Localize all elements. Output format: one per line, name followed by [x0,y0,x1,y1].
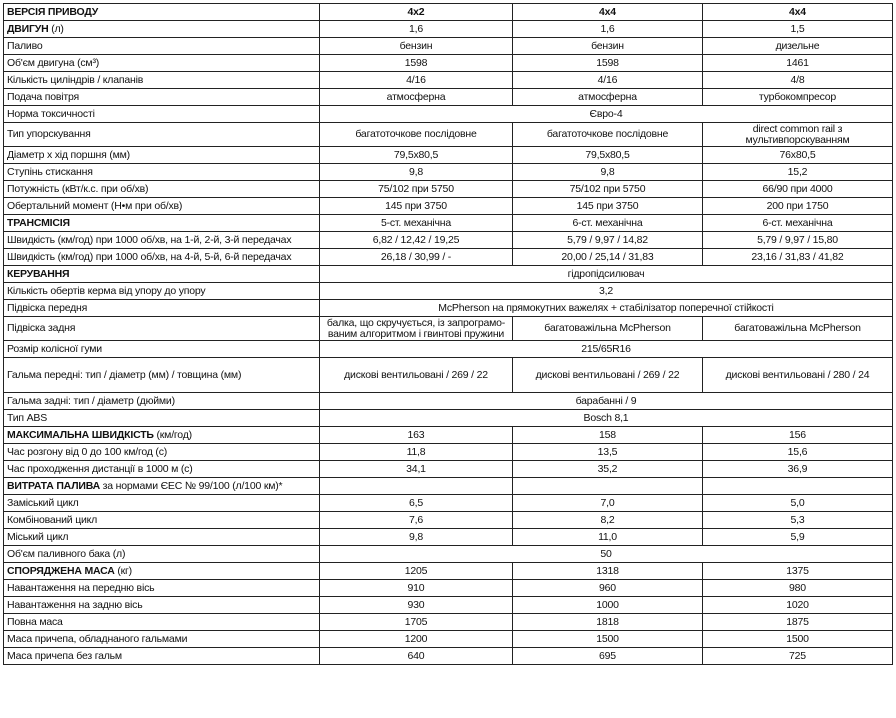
row-label [4,38,320,55]
row-label-text: Об'єм паливного бака (л) [7,547,126,560]
row-value-col-1: 910 [320,580,513,597]
table-row [4,249,893,266]
table-row [4,266,893,283]
row-value-col-1: 1,6 [320,21,513,38]
row-value-col-3: 6-ст. механічна [703,215,893,232]
row-value-col-2: багатоважільна McPherson [513,317,703,341]
row-value-col-3: 1875 [703,614,893,631]
row-value-col-3: 15,2 [703,164,893,181]
row-label-text: Час проходження дистанції в 1000 м (с) [7,462,193,475]
row-value-col-1: 6,5 [320,495,513,512]
table-row [4,597,893,614]
table-row [4,198,893,215]
row-value-col-3: 4/8 [703,72,893,89]
row-value-col-2: 8,2 [513,512,703,529]
row-label [4,614,320,631]
table-row [4,631,893,648]
table-row [4,89,893,106]
table-row [4,55,893,72]
row-label [4,393,320,410]
row-value-col-2: 79,5x80,5 [513,147,703,164]
row-label-text: Ступінь стискання [7,165,93,178]
table-row [4,72,893,89]
row-value-col-2: 1598 [513,55,703,72]
table-row [4,317,893,341]
row-label-text: Тип ABS [7,411,48,424]
row-label [4,123,320,147]
row-value-col-1: багатоточкове послідовне [320,123,513,147]
row-label [4,21,320,38]
row-label [4,147,320,164]
row-label [4,164,320,181]
row-value-col-3: багатоважільна McPherson [703,317,893,341]
table-row [4,546,893,563]
row-value-col-2: 75/102 при 5750 [513,181,703,198]
table-row [4,215,893,232]
row-label-text: за нормами ЄЕС № 99/100 (л/100 км)* [99,479,283,492]
row-label-text: Тип упорскування [7,128,91,140]
row-value-merged: McPherson на прямокутних важелях + стабілізатор поперечної стійкості [320,300,893,317]
row-label-text: Кількість обертів керма від упору до упору [7,284,206,297]
row-label [4,317,320,341]
row-value-col-3: 1500 [703,631,893,648]
row-value-col-1: 1705 [320,614,513,631]
row-value-col-3: 725 [703,648,893,665]
row-value-col-2: 158 [513,427,703,444]
row-value-col-1: 1598 [320,55,513,72]
row-label [4,72,320,89]
table-row [4,164,893,181]
row-value-col-2: 35,2 [513,461,703,478]
row-value-col-1: 145 при 3750 [320,198,513,215]
row-label [4,546,320,563]
table-row [4,478,893,495]
row-value-col-1: 930 [320,597,513,614]
row-label [4,410,320,427]
row-label [4,495,320,512]
row-value-merged: 3,2 [320,283,893,300]
row-label-bold: КЕРУВАННЯ [7,267,70,280]
row-value-col-3: турбокомпресор [703,89,893,106]
table-row [4,232,893,249]
row-value-col-1: 1205 [320,563,513,580]
row-label-text: Паливо [7,39,43,52]
table-row [4,147,893,164]
table-row [4,410,893,427]
row-label-text: Об'єм двигуна (см³) [7,56,100,69]
row-value-col-3: 156 [703,427,893,444]
spec-table-body [4,4,893,665]
row-value-col-3: 5,79 / 9,97 / 15,80 [703,232,893,249]
row-label-text: Навантаження на задню вісь [7,598,143,611]
row-value-col-2 [513,478,703,495]
row-value-col-2: 9,8 [513,164,703,181]
table-row [4,563,893,580]
row-value-col-2: дискові вентильовані / 269 / 22 [513,358,703,393]
row-label [4,358,320,393]
header-col-1: 4x2 [320,4,513,21]
row-value-col-2: багатоточкове послідовне [513,123,703,147]
row-label-text: Комбінований цикл [7,513,98,526]
row-value-col-1: 1200 [320,631,513,648]
row-label [4,89,320,106]
row-value-merged: барабанні / 9 [320,393,893,410]
row-value-col-1: 9,8 [320,164,513,181]
row-value-col-3: 5,0 [703,495,893,512]
row-label-bold: МАКСИМАЛЬНА ШВИДКІСТЬ [7,428,154,441]
row-label-text: Час розгону від 0 до 100 км/год (с) [7,445,168,458]
row-value-col-3: 15,6 [703,444,893,461]
row-value-col-1: атмосферна [320,89,513,106]
row-label [4,249,320,266]
row-label [4,181,320,198]
table-row [4,283,893,300]
table-row [4,495,893,512]
row-label [4,283,320,300]
row-label-text: (кг) [114,564,132,577]
row-value-col-3: 5,3 [703,512,893,529]
row-label-bold: ДВИГУН [7,22,49,35]
table-row [4,580,893,597]
row-value-col-1: 9,8 [320,529,513,546]
row-value-col-1: 34,1 [320,461,513,478]
row-value-col-2: 695 [513,648,703,665]
row-label [4,461,320,478]
row-label [4,300,320,317]
row-label-text: Потужність (кВт/к.с. при об/хв) [7,182,149,195]
row-value-col-3: 5,9 [703,529,893,546]
table-row [4,358,893,393]
header-row [4,4,893,21]
row-value-col-1: 26,18 / 30,99 / - [320,249,513,266]
row-label [4,563,320,580]
row-label [4,597,320,614]
header-label: ВЕРСІЯ ПРИВОДУ [4,4,320,21]
header-col-2: 4x4 [513,4,703,21]
row-label [4,444,320,461]
row-label-text: Діаметр х хід поршня (мм) [7,148,130,161]
row-label-text: Обертальний момент (Н•м при об/хв) [7,199,183,212]
table-row [4,21,893,38]
table-row [4,106,893,123]
row-label [4,55,320,72]
row-value-col-3: 1020 [703,597,893,614]
row-value-col-3: 66/90 при 4000 [703,181,893,198]
row-value-col-1: бензин [320,38,513,55]
table-row [4,38,893,55]
row-value-col-3: direct common rail з мультивпорскуванням [703,123,893,147]
row-value-col-2: 145 при 3750 [513,198,703,215]
row-label-text: Міський цикл [7,530,69,543]
row-value-col-2: 1818 [513,614,703,631]
row-label-text: Швидкість (км/год) при 1000 об/хв, на 1-й, 2-й, 3-й передачах [7,233,292,246]
row-label [4,266,320,283]
row-value-col-1: 5-ст. механічна [320,215,513,232]
row-label-text: Заміський цикл [7,496,79,509]
table-row [4,341,893,358]
row-label-text: Розмір колісної гуми [7,342,102,355]
row-label [4,512,320,529]
table-row [4,614,893,631]
row-value-col-3: 1375 [703,563,893,580]
row-value-col-3: 980 [703,580,893,597]
row-value-col-2: 4/16 [513,72,703,89]
row-label-text: Подача повітря [7,90,79,103]
row-value-col-3 [703,478,893,495]
row-label-text: Норма токсичності [7,107,95,120]
row-value-col-3: 1,5 [703,21,893,38]
row-label [4,427,320,444]
row-label-text: Кількість циліндрів / клапанів [7,73,144,86]
row-label-text: Підвіска передня [7,301,88,314]
row-value-col-1: 7,6 [320,512,513,529]
row-value-merged: гідропідсилювач [320,266,893,283]
row-label [4,215,320,232]
row-value-col-2: атмосферна [513,89,703,106]
row-label [4,478,320,495]
row-label-text: (л) [48,22,64,35]
row-value-col-3: 23,16 / 31,83 / 41,82 [703,249,893,266]
table-row [4,123,893,147]
table-row [4,648,893,665]
table-row [4,461,893,478]
row-label-text: Гальма задні: тип / діаметр (дюйми) [7,394,175,407]
row-value-col-2: 1,6 [513,21,703,38]
row-label [4,529,320,546]
row-value-col-1: балка, що скручується, із запрограмо-ваним алгоритмом і гвинтові пружини [320,317,513,341]
table-row [4,512,893,529]
row-label-bold: ВИТРАТА ПАЛИВА [7,479,100,492]
row-value-col-2: 1500 [513,631,703,648]
row-label-text: Швидкість (км/год) при 1000 об/хв, на 4-й, 5-й, 6-й передачах [7,250,292,263]
row-value-col-1: 640 [320,648,513,665]
row-value-merged: 215/65R16 [320,341,893,358]
row-value-col-2: 5,79 / 9,97 / 14,82 [513,232,703,249]
row-label-text: Навантаження на передню вісь [7,581,155,594]
row-value-col-1: 11,8 [320,444,513,461]
row-value-col-3: 1461 [703,55,893,72]
table-row [4,393,893,410]
table-row [4,181,893,198]
row-label-text: Повна маса [7,615,63,628]
row-value-col-1: 4/16 [320,72,513,89]
row-value-col-2: 960 [513,580,703,597]
row-label-text: Гальма передні: тип / діаметр (мм) / товщина (мм) [7,368,242,381]
row-value-col-3: 76x80,5 [703,147,893,164]
row-value-col-2: 20,00 / 25,14 / 31,83 [513,249,703,266]
row-label [4,106,320,123]
row-value-col-2: 1318 [513,563,703,580]
row-label-bold: ТРАНСМІСІЯ [7,216,70,229]
row-label [4,341,320,358]
row-value-col-3: 200 при 1750 [703,198,893,215]
row-label [4,631,320,648]
row-value-col-2: 13,5 [513,444,703,461]
row-value-col-1: дискові вентильовані / 269 / 22 [320,358,513,393]
row-label [4,198,320,215]
row-value-col-2: бензин [513,38,703,55]
row-value-col-2: 6-ст. механічна [513,215,703,232]
row-label [4,648,320,665]
row-value-merged: Bosch 8,1 [320,410,893,427]
row-value-col-1: 163 [320,427,513,444]
table-row [4,529,893,546]
row-value-col-2: 7,0 [513,495,703,512]
table-row [4,444,893,461]
row-value-col-1: 6,82 / 12,42 / 19,25 [320,232,513,249]
row-label-text: Маса причепа без гальм [7,649,122,662]
row-value-col-3: дизельне [703,38,893,55]
row-value-col-2: 11,0 [513,529,703,546]
row-value-col-1 [320,478,513,495]
row-value-col-1: 75/102 при 5750 [320,181,513,198]
row-value-col-2: 1000 [513,597,703,614]
spec-table [3,3,893,665]
row-label-bold: СПОРЯДЖЕНА МАСА [7,564,115,577]
row-label [4,580,320,597]
row-label [4,232,320,249]
row-label-text: Підвіска задня [7,322,76,334]
row-value-merged: Євро-4 [320,106,893,123]
table-row [4,427,893,444]
row-value-col-1: 79,5x80,5 [320,147,513,164]
row-label-text: (км/год) [153,428,192,441]
row-value-col-3: 36,9 [703,461,893,478]
table-row [4,300,893,317]
row-label-text: Маса причепа, обладнаного гальмами [7,632,188,645]
header-col-3: 4x4 [703,4,893,21]
row-value-col-3: дискові вентильовані / 280 / 24 [703,358,893,393]
row-value-merged: 50 [320,546,893,563]
